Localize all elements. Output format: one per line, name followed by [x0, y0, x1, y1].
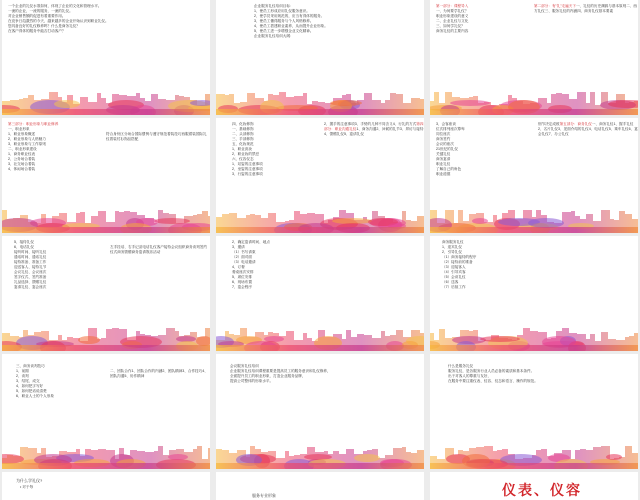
slide-8-line: （2）面对面: [232, 255, 252, 259]
slide-10-line: 4、如何把字写好: [16, 384, 44, 388]
slide-3-line: 第一部分：课程导入: [436, 4, 469, 8]
slide-6-line: 3、会客座谈: [436, 122, 456, 126]
slide-8-text: [232, 240, 418, 290]
slide-9-line: 商务服务礼仪: [442, 240, 464, 244]
slide-10-banner: [2, 435, 210, 469]
slide-4-right-line: 着装技巧: [167, 132, 182, 136]
slide-3-right-line: 四、商务礼仪基本要素: [577, 9, 614, 13]
slide-6-line: 位次排列座次尊卑: [436, 127, 465, 131]
slide-6-line: 职业道德: [436, 172, 451, 176]
slide-11-text: [230, 364, 364, 384]
slide-3-right-text: [534, 4, 638, 14]
slide-5-line: 1、站姿的注意事项: [232, 162, 263, 166]
slide-5-line: 2、坐姿的注意事项: [232, 167, 263, 171]
slide-8-line: 5、席位安排: [232, 275, 252, 279]
slide-7-line: 接待准备、准备工作: [14, 260, 47, 264]
slide-7-right-line: 签约仪式: [110, 245, 208, 254]
slide-5-right-line: 5、宴请礼仪: [343, 132, 364, 136]
slide-13-item: • 对于每: [20, 485, 34, 489]
slide-6-line: 关键礼仪: [436, 152, 451, 156]
slide-3-right-line: 第二部分：有“礼”走遍天下: [534, 4, 576, 8]
slide-6-right-line: 4、电话礼仪: [588, 127, 609, 131]
slide-1-text: [8, 4, 204, 34]
slide-2-line: 企业服务礼仪培训目标：: [254, 4, 294, 8]
slide-4-line: 一、职业形象: [8, 127, 30, 131]
slide-8-line: 6、现场布置: [232, 280, 252, 284]
slide-5-line: 六、仪容仪态: [232, 157, 254, 161]
slide-10-right-line: 4、团队沟通: [110, 369, 208, 378]
slide-2-line: 企业服务礼仪培训大纲：: [254, 34, 294, 38]
slide-8-line: 餐桌座次安排: [232, 270, 254, 274]
slide-6-right-line: 7、办公礼仪: [548, 132, 569, 136]
slide-6-right-line: 细节决定成败: [538, 122, 560, 126]
slide-7-right-line: 会议组织: [171, 245, 186, 249]
slide-4-right-line: 国际惯例与遵守规范: [134, 132, 168, 136]
slide-11-line: 全面提升员工的职业形象，打造企业服务品牌，: [230, 374, 306, 378]
slide-6-right-line: 第五部分：商务礼仪: [559, 122, 592, 126]
slide-2[interactable]: [216, 0, 424, 115]
slide-3-line: 商务礼仪的主要内容: [436, 29, 469, 33]
slide-4-right-text: [106, 132, 210, 142]
slide-4-right-line: 符合身份: [106, 132, 121, 136]
slide-5-line: 二、头部修饰: [232, 132, 254, 136]
slide-7-right-text: [110, 245, 210, 255]
slide-6-right-line: 2、名片礼仪: [538, 127, 558, 131]
slide-5-line: 3、行姿的注意事项: [232, 172, 263, 176]
slide-4-line: 2、职业形象与人格魅力: [8, 137, 46, 141]
slide-7-line: 接听时间、接听礼仪: [14, 250, 47, 254]
slide-7-right-line: 客户接待: [156, 245, 172, 249]
slide-7-line: 宴请礼仪、宴会座次: [14, 285, 47, 289]
slide-4-right-line: 西服: [181, 132, 189, 136]
slide-12-line: 出于对客人的尊重与友好，: [448, 374, 492, 378]
slide-8-line: （1）书写请柬: [232, 250, 256, 254]
slide-7-right-line: 左手挂话、右手记录: [110, 245, 143, 249]
slide-5-line: 三、手部修饰: [232, 137, 254, 141]
slide-3-line: 二、企业礼仪与文化: [436, 19, 469, 23]
slide-10-right-line: 2、团队精神: [162, 369, 183, 373]
slide-7-right-line: 电话礼仪: [142, 245, 157, 249]
slide-8-line: 7、宴会程序: [232, 285, 252, 289]
slide-10-right-text: [110, 369, 210, 379]
slide-5-right-line: 3、手势的几种不同含义: [354, 122, 393, 126]
slide-8-line: 4、订餐: [232, 265, 245, 269]
slide-4-right-line: 裙装: [188, 132, 196, 136]
slide-11-line: 企业服务礼仪培训课程重要是提高员工的服务意识和礼仪修养，: [230, 369, 331, 373]
slide-6-line: 21世纪的礼仪: [436, 147, 458, 151]
slide-6-right-line: 6、宴会礼仪: [538, 127, 638, 136]
slide-6-line: 了解自己的角色: [436, 167, 462, 171]
slide-5-right-line: 2、问候的礼节: [376, 127, 400, 131]
slide-1-line: 对企业销售额的促进有着重要作用。: [8, 14, 66, 18]
slide-5-right-text: [324, 122, 424, 137]
slide-4-right-line: 国际礼仪着装: [106, 132, 207, 141]
slide-6-right-line: 一、商务礼仪: [591, 122, 614, 126]
slide-9-text: [442, 240, 632, 290]
slide-7-line: 6、电话礼仪: [14, 245, 34, 249]
slide-11-banner: [216, 435, 424, 469]
slide-5-line: 四、化妆修饰: [232, 122, 254, 126]
slide-13[interactable]: [2, 472, 210, 500]
slide-4-right-line: 衬衫: [116, 137, 124, 141]
slide-11-line: 提高公司整体的形象水平。: [230, 379, 274, 383]
slide-1-banner: [2, 81, 210, 115]
slide-9[interactable]: [430, 236, 638, 351]
slide-11-line: 会议服务礼仪培训: [230, 364, 259, 368]
slide-5-right-line: 2、握手的注意事项: [324, 122, 355, 126]
slide-8-banner: [216, 317, 424, 351]
slide-3-line: 三、如何学礼仪？: [436, 24, 465, 28]
slide-10-line: 3、结尾、成交: [16, 379, 40, 383]
slide-3-right-line: 一、礼仪的历史渊源与基本原则: [575, 4, 627, 8]
slide-4-line: 4、休闲场合着装: [8, 167, 36, 171]
slide-6-line: 同位座次: [436, 132, 451, 136]
slide-6-line: 商务签约: [436, 137, 451, 141]
slide-4-right-line: 区分场合: [120, 132, 135, 136]
slide-5-line: 1、职业淡妆: [232, 147, 252, 151]
slide-12-line: 在服务中要注重仪表、仪容、仪态和语言、操作的规范。: [448, 379, 538, 383]
slide-4-line: 3、社交场合着装: [8, 162, 36, 166]
slide-3[interactable]: [430, 0, 638, 115]
slide-1[interactable]: [2, 0, 210, 115]
slide-5-right-line: 1、商务沟通: [356, 127, 377, 131]
slide-2-text: [254, 4, 418, 39]
slide-12[interactable]: [430, 354, 638, 469]
slide-7-line: 迎送客人、接待礼节: [14, 265, 47, 269]
slide-5-line: 五、化妆规范: [232, 142, 254, 146]
slide-4-banner: [2, 199, 210, 233]
slide-8-line: 2、确定宴请时间、地点: [232, 240, 270, 244]
slide-4-right-line: 饰品搭配: [123, 137, 139, 141]
slide-7-banner: [2, 317, 210, 351]
slide-3-right-line: 三、服务礼仪的内涵: [544, 9, 578, 13]
slide-5-right-line: 第四部分：职业沟通礼仪: [324, 122, 424, 131]
slide-5-banner: [216, 199, 424, 233]
slide-10-line: 6、职业人士的个人形象: [16, 394, 54, 398]
slide-7[interactable]: [2, 236, 210, 351]
slide-6-line: 商务宴请: [436, 157, 451, 161]
slide-2-line: 4、使员工搭建职业素养，从而提升企业形象。: [254, 24, 328, 28]
slide-7-right-line: 娱乐活动: [145, 250, 161, 254]
slide-4-line: 3、职业形象与工作原则: [8, 142, 46, 146]
slide-5-line: 2、职业妆的禁忌: [232, 152, 260, 156]
slide-10-line: 1、前期: [16, 369, 29, 373]
slide-6-right-line: 5、乘车礼仪: [608, 127, 629, 131]
slide-4-line: 第三部分：职业形象与职业修养: [8, 122, 59, 126]
slide-12-banner: [430, 435, 638, 469]
slide-10-line: 5、如何把话说清楚: [16, 389, 47, 393]
slide-6-banner: [430, 199, 638, 233]
slide-3-banner: [430, 81, 638, 115]
slide-2-line: 2、使学员采用规范的，应当有得体的服务。: [254, 14, 325, 18]
slide-1-line: 您具备良好的礼仪修养吗？什么是商务礼仪？: [8, 24, 80, 28]
slide-10[interactable]: [2, 354, 210, 469]
slide-6[interactable]: [430, 118, 638, 233]
slide-9-line: 1、迎宾礼仪: [442, 245, 462, 249]
slide-9-line: （1）商务接待的程序: [442, 255, 477, 259]
slide-4-line: 1、商务职业仪表: [8, 152, 36, 156]
slide-7-right-line: 商务谈判: [185, 245, 200, 249]
slide-12-line: 什么是服务礼仪: [448, 364, 474, 368]
slide-14-heading: 服务专业形象: [252, 493, 276, 498]
slide-6-line: 会议的座次: [436, 142, 454, 146]
slide-2-line: 3、使员工懂得服务与个人风格修养。: [254, 19, 314, 23]
slide-2-line: 1、使员工形成应用礼仪服务意识。: [254, 9, 310, 13]
slide-6-line: 职业礼仪: [436, 162, 451, 166]
slide-10-right-line: 3、合作技巧: [182, 369, 203, 373]
slide-9-line: （7）后续工作: [442, 285, 466, 289]
slide-8-line: （3）电话邀请: [232, 260, 256, 264]
slide-8-line: 3、邀请: [232, 245, 245, 249]
slide-2-line: 5、使员工进一步增强企业文化精神。: [254, 29, 314, 33]
slide-7-right-line: 商务宴请: [131, 250, 146, 254]
slide-5-line: 一、基础修饰: [232, 127, 254, 131]
slide-9-line: 2、引导礼仪: [442, 250, 462, 254]
slide-6-right-line: 1、握手礼仪: [613, 122, 634, 126]
slide-9-line: （3）迎接客人: [442, 265, 466, 269]
slide-4-text: [8, 122, 204, 172]
slide-6-right-line: 3、见面介绍的礼仪: [557, 127, 589, 131]
slide-5-right-line: 3、拜访与接待: [399, 127, 424, 131]
slide-10-line: 2、谈判: [16, 374, 29, 378]
slide-10-right-line: 1、团队合作的内涵: [131, 369, 163, 373]
slide-9-line: （2）接待前的准备: [442, 260, 473, 264]
slide-5-right-line: 4、馈赠礼仪: [324, 132, 344, 136]
slide-4[interactable]: [2, 118, 210, 233]
slide-3-line: 一、为何要学礼仪？: [436, 9, 469, 13]
slide-1-line: 在客户得体的服务中能否打动客户？: [8, 29, 66, 33]
slide-7-right-line: 商务馈赠: [117, 250, 132, 254]
slide-12-text: [448, 364, 632, 384]
slide-1-line: 一流的企业，一流的服务，一流的礼仪。: [8, 9, 73, 13]
slide-9-line: （6）送客: [442, 280, 459, 284]
slide-7-line: 签字仪式、签约准备: [14, 275, 47, 279]
slide-12-line: 服务礼仪，是各服务行业人员必备的素质和基本条件。: [448, 369, 535, 373]
slide-1-line: 在竞争日趋激烈的今天，越来越多的企业开始认识到职业礼仪。: [8, 19, 109, 23]
slide-3-line: 职业形象建设的意义: [436, 14, 469, 18]
slide-4-line: 2、公务场合着装: [8, 157, 36, 161]
slide-9-banner: [430, 317, 638, 351]
slide-10-right-line: 5、协作精神: [124, 374, 145, 378]
slide-3-right-line: 二、西方礼仪: [534, 4, 638, 13]
slide-8[interactable]: [216, 236, 424, 351]
slide-10-right-line: 二、团队合作: [110, 369, 132, 373]
slide-4-line: 二、职业形象建设: [8, 147, 37, 151]
slide-7-line: 5、接待礼仪: [14, 240, 34, 244]
slide-7-line: 礼品选择、馈赠礼仪: [14, 280, 47, 284]
slide-9-line: （4）引导宾客: [442, 270, 466, 274]
slide-4-line: 1、职业形象概述: [8, 132, 36, 136]
slide-9-line: （5）会谈礼仪: [442, 275, 466, 279]
slide-14[interactable]: [216, 472, 424, 500]
slide-10-line: 三、商务谈判技巧: [16, 364, 45, 368]
slide-7-line: 通话时间、通话礼仪: [14, 255, 47, 259]
slide-2-banner: [216, 81, 424, 115]
slide-1-line: 一个企业的礼仪水准如何，体现了企业的文化和管理水平。: [8, 4, 102, 8]
slide-5[interactable]: [216, 118, 424, 233]
slide-5-right-line: 4、行礼的方式: [392, 122, 417, 126]
slide-15[interactable]: [430, 472, 638, 500]
slide-7-line: 会议礼仪、会议座次: [14, 270, 47, 274]
slide-6-right-text: [538, 122, 638, 137]
slide-13-heading: 为什么学礼仪?: [16, 478, 43, 483]
slide-11[interactable]: [216, 354, 424, 469]
slide-15-title: 仪表、仪容: [502, 482, 582, 498]
